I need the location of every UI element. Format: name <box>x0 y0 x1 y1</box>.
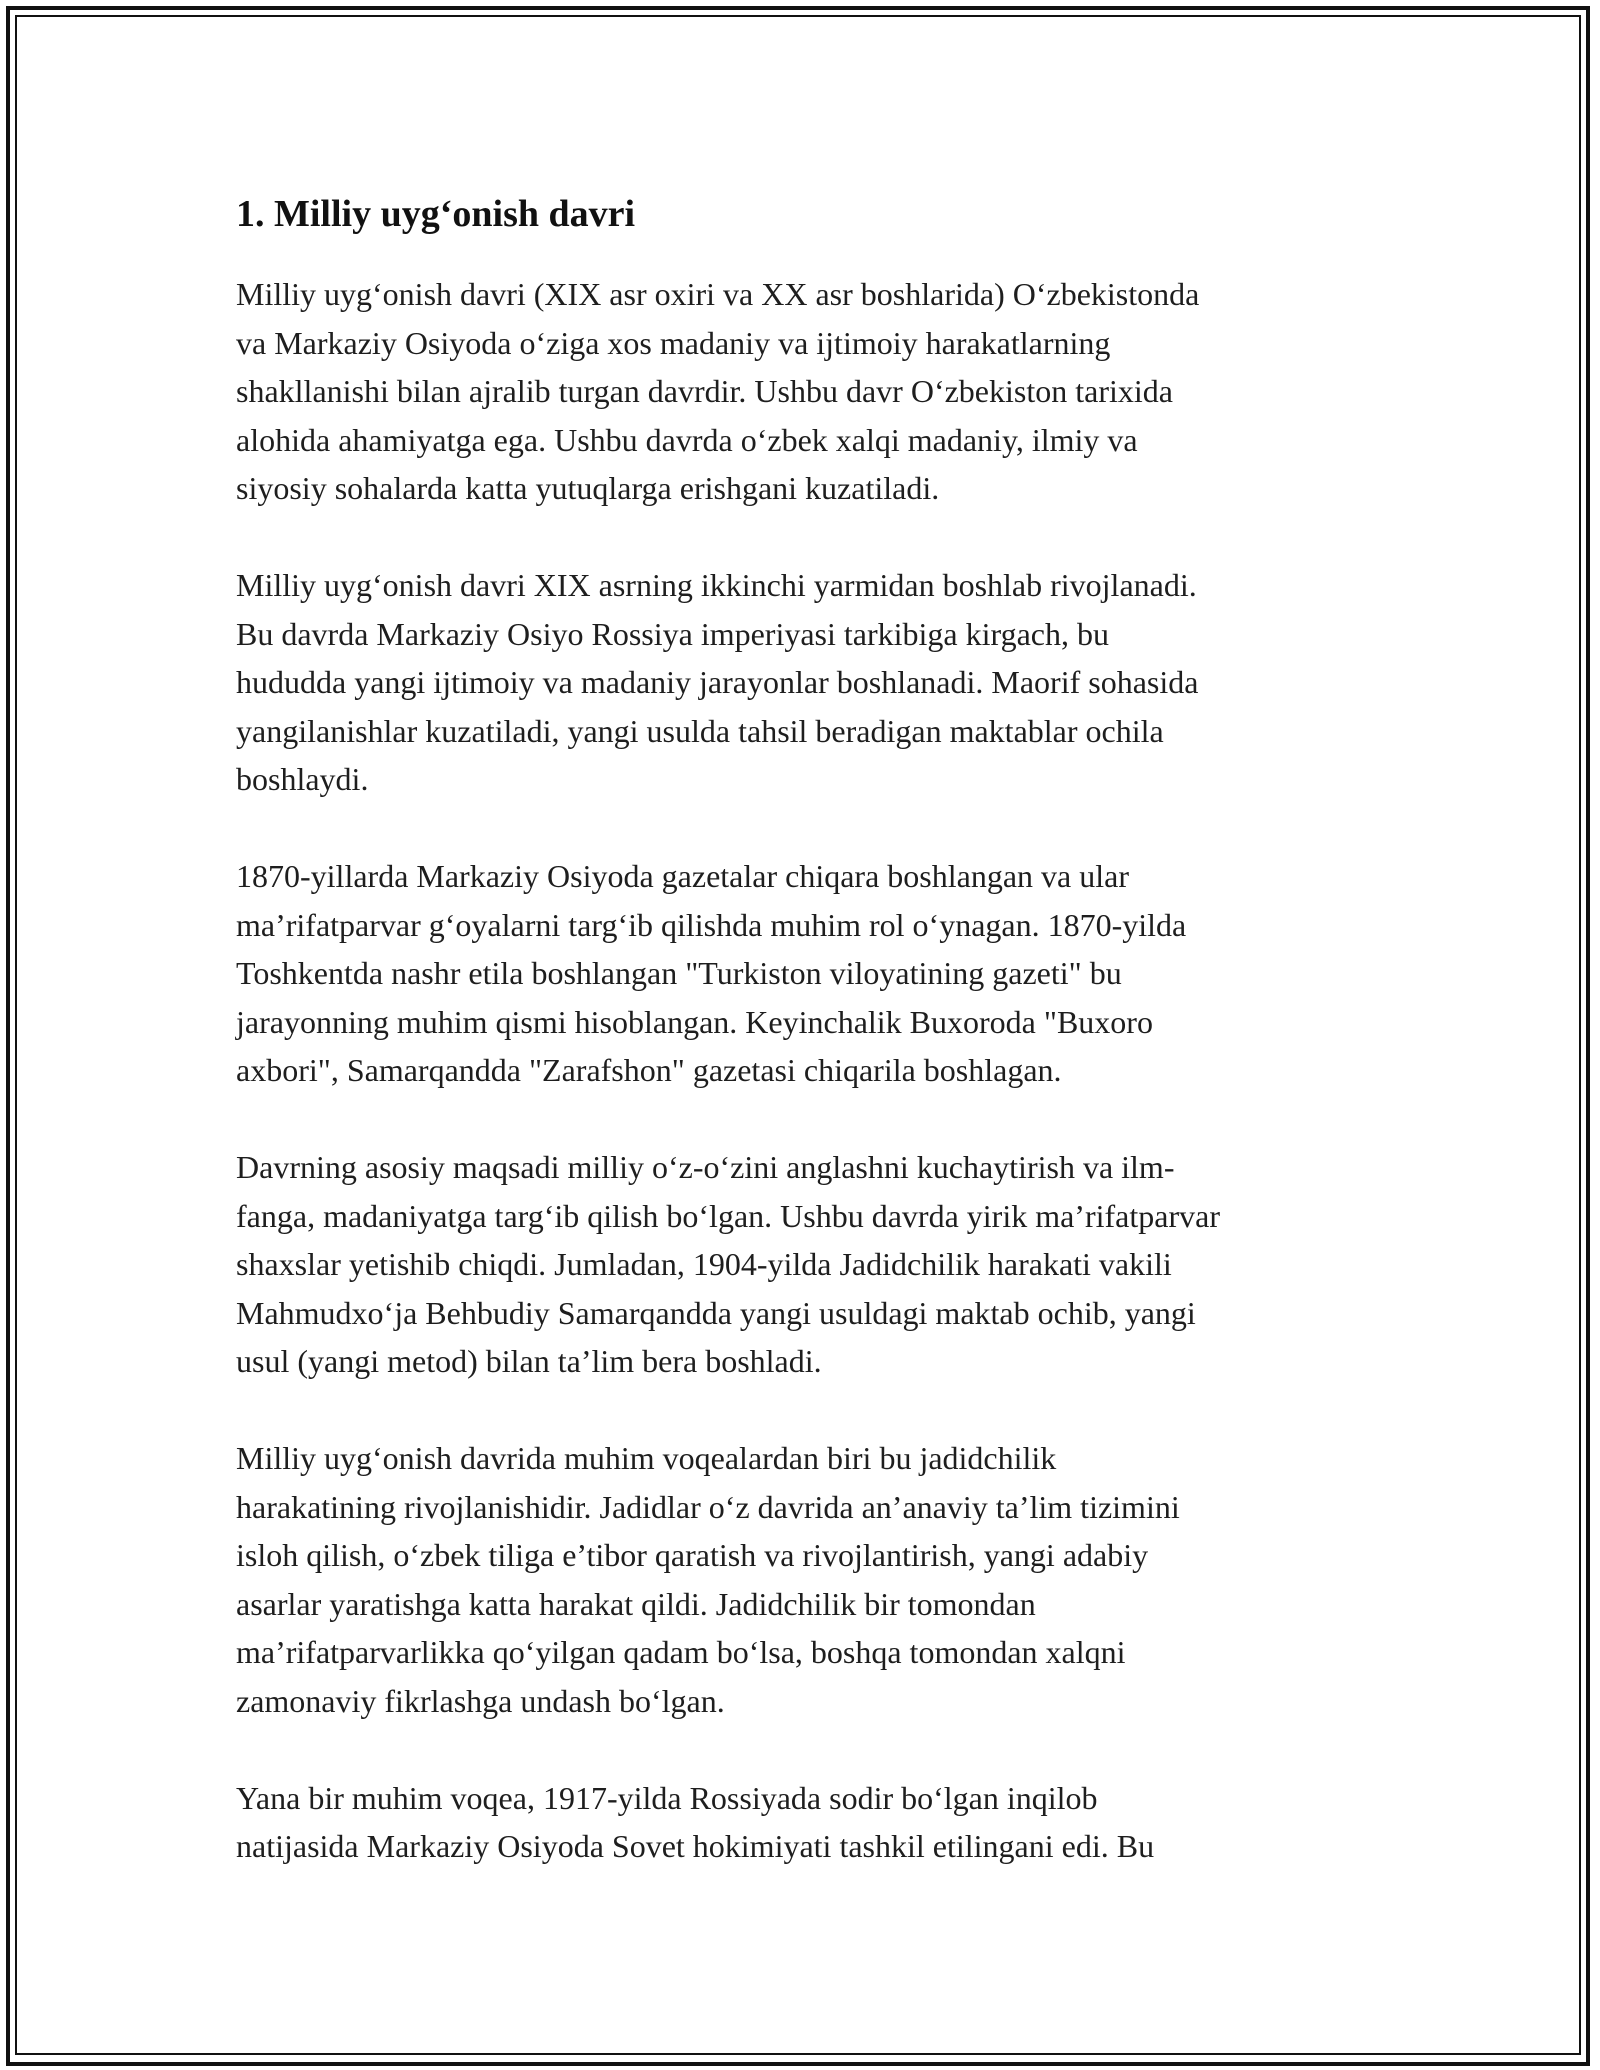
text-line: axbori", Samarqandda "Zarafshon" gazetasi chiqarila boshlagan. <box>236 1052 1062 1088</box>
text-line: va Markaziy Osiyoda o‘ziga xos madaniy va ijtimoiy harakatlarning <box>236 324 1111 361</box>
text-line: jarayonning muhim qismi hisoblangan. Keyinchalik Buxoroda "Buxoro <box>236 1003 1153 1040</box>
section-heading: 1. Milliy uyg‘onish davri <box>236 193 636 235</box>
text-line: harakatining rivojlanishidir. Jadidlar o‘z davrida an’anaviy ta’lim tizimini <box>236 1488 1180 1525</box>
text-line: natijasida Markaziy Osiyoda Sovet hokimiyati tashkil etilingani edi. Bu <box>236 1828 1155 1864</box>
text-line: alohida ahamiyatga ega. Ushbu davrda o‘zbek xalqi madaniy, ilmiy va <box>236 421 1138 458</box>
text-line: ma’rifatparvar g‘oyalarni targ‘ib qilishda muhim rol o‘ynagan. 1870-yilda <box>236 906 1187 943</box>
text-line: usul (yangi metod) bilan ta’lim bera boshladi. <box>236 1343 822 1379</box>
paragraph-4 <box>236 1143 1366 1386</box>
text-line: isloh qilish, o‘zbek tiliga e’tibor qaratish va rivojlantirish, yangi adabiy <box>236 1537 1149 1573</box>
text-line: shakllanishi bilan ajralib turgan davrdir. Ushbu davr O‘zbekiston tarixida <box>236 373 1173 409</box>
paragraph-1 <box>236 270 1366 513</box>
text-line: hududda yangi ijtimoiy va madaniy jarayonlar boshlanadi. Maorif sohasida <box>236 664 1199 700</box>
text-line: shaxslar yetishib chiqdi. Jumladan, 1904-yilda Jadidchilik harakati vakili <box>236 1246 1172 1282</box>
text-line: siyosiy sohalarda katta yutuqlarga erishgani kuzatiladi. <box>236 470 940 506</box>
text-line: Toshkentda nashr etila boshlangan "Turkiston viloyatining gazeti" bu <box>236 955 1122 991</box>
paragraph-6 <box>236 1774 1366 1871</box>
text-line: Yana bir muhim voqea, 1917-yilda Rossiyada sodir bo‘lgan inqilob <box>236 1779 1098 1816</box>
text-line: ma’rifatparvarlikka qo‘yilgan qadam bo‘lsa, boshqa tomondan xalqni <box>236 1634 1126 1670</box>
document-body <box>236 186 1366 1919</box>
text-line: fanga, madaniyatga targ‘ib qilish bo‘lgan. Ushbu davrda yirik ma’rifatparvar <box>236 1197 1220 1234</box>
text-line: zamonaviy fikrlashga undash bo‘lgan. <box>236 1682 725 1719</box>
text-line: Milliy uyg‘onish davri (XIX asr oxiri va XX asr boshlarida) O‘zbekistonda <box>236 276 1200 312</box>
paragraph-3 <box>236 852 1366 1095</box>
text-line: yangilanishlar kuzatiladi, yangi usulda tahsil beradigan maktablar ochila <box>236 712 1164 749</box>
text-line: boshlaydi. <box>236 761 369 797</box>
paragraph-5 <box>236 1434 1366 1725</box>
text-line: Mahmudxo‘ja Behbudiy Samarqandda yangi usuldagi maktab ochib, yangi <box>236 1294 1196 1331</box>
text-line: Davrning asosiy maqsadi milliy o‘z-o‘zini anglashni kuchaytirish va ilm- <box>236 1149 1175 1185</box>
text-line: 1870-yillarda Markaziy Osiyoda gazetalar chiqara boshlangan va ular <box>236 858 1129 894</box>
text-line: Milliy uyg‘onish davri XIX asrning ikkinchi yarmidan boshlab rivojlanadi. <box>236 567 1197 603</box>
text-line: Milliy uyg‘onish davrida muhim voqealardan biri bu jadidchilik <box>236 1440 1057 1476</box>
text-line: asarlar yaratishga katta harakat qildi. Jadidchilik bir tomondan <box>236 1585 1036 1622</box>
text-line: Bu davrda Markaziy Osiyo Rossiya imperiyasi tarkibiga kirgach, bu <box>236 615 1109 652</box>
paragraph-2 <box>236 561 1366 804</box>
